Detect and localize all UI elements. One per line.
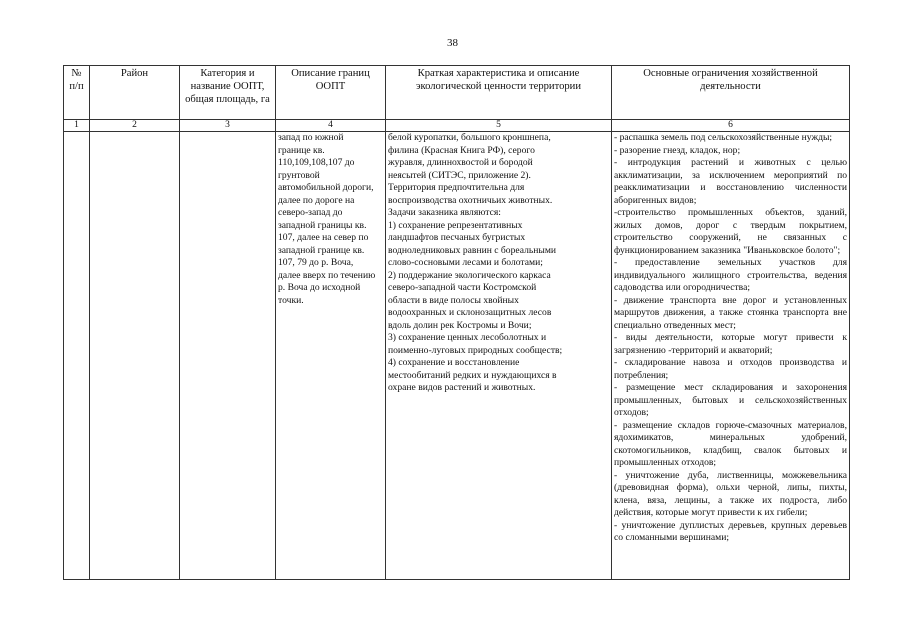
characteristic-line: воспроизводства охотничьих животных.	[388, 194, 553, 206]
border-description-line: 110,109,108,107 до	[278, 157, 355, 168]
page-number: 38	[447, 37, 458, 49]
characteristic-line: области в виде полосы хвойных	[388, 294, 519, 306]
cell-number	[64, 132, 90, 580]
restriction-item: - предоставление земельных участков для индивидуального жилищного строительства, ведения садоводства или огородничества;	[614, 257, 847, 293]
cell-district	[90, 132, 180, 580]
border-description-line: далее по дороге на	[278, 194, 355, 206]
restriction-item: - уничтожение дуплистых деревьев, крупных деревьев со сломанными вершинами;	[614, 519, 847, 543]
characteristic-line: ландшафтов песчаных бугристых	[388, 232, 526, 243]
characteristic-line: филина (Красная Книга РФ), серого	[388, 144, 535, 156]
restriction-item: - размещение мест складирования и захоронения промышленных, бытовых и сельскохозяйственных отходов;	[614, 382, 847, 418]
restriction-item: - интродукция растений и животных с целью акклиматизации, за исключением мероприятий по реакклиматизации и восстановлению численности аборигенных видов;	[614, 157, 847, 206]
border-description-line: 107, 79 до р. Воча,	[278, 257, 354, 268]
restriction-item: - уничтожение дуба, лиственницы, можжевельника (древовидная форма), ольхи черной, липы, пихты, клена, вяза, лещины, а также их подроста, либо действия, которые могут привести к их гибели;	[614, 469, 847, 518]
restriction-item: -строительство промышленных объектов, зданий, жилых домов, дорог с твердым покрытием, строительство сооружений, не связанных с функционированием заказника "Иваньковское болото";	[614, 207, 847, 256]
border-description-line: грунтовой	[278, 169, 320, 181]
characteristic-line: слово-сосновыми лесами и болотами;	[388, 257, 543, 268]
restriction-item: - складирование навоза и отходов производства и потребления;	[614, 357, 847, 381]
characteristic-line: вдоль долин рек Костромы и Вочи;	[388, 319, 532, 331]
characteristic-line: северо-западной части Костромской	[388, 282, 537, 293]
cell-borders	[276, 132, 386, 580]
restriction-item: - движение транспорта вне дорог и установленных маршрутов движения, а также стоянка транспорта вне специально отведенных мест;	[614, 294, 847, 331]
border-description-line: запад по южной	[278, 132, 344, 143]
header-characteristics: Краткая характеристика и описание экологической ценности территории	[386, 66, 612, 120]
header-category-text: Категория и название ООПТ, общая площадь, га	[185, 68, 270, 105]
header-district: Район	[90, 66, 180, 120]
table-header-row	[64, 66, 850, 120]
restriction-item: - разорение гнезд, кладок, нор;	[614, 144, 741, 156]
restriction-item: - виды деятельности, которые могут привести к загрязнению -территорий и акваторий;	[614, 332, 847, 356]
restriction-item: - размещение складов горюче-смазочных материалов, ядохимикатов, минеральных удобрений, скотомогильников, кладбищ, свалок бытовых и промышленных отходов;	[614, 419, 847, 468]
characteristic-line: 2) поддержание экологического каркаса	[388, 269, 551, 281]
characteristic-line: 3) сохранение ценных лесоболотных и	[388, 332, 547, 343]
border-description-line: 107, далее на север по	[278, 232, 369, 243]
border-description-line: автомобильной дороги,	[278, 182, 374, 193]
border-description-line: р. Воча до исходной	[278, 282, 361, 293]
border-description-line: далее вверх по течению	[278, 269, 376, 281]
characteristic-line: охране видов растений и животных.	[388, 382, 536, 393]
restriction-item: - распашка земель под сельскохозяйственные нужды;	[614, 132, 833, 143]
column-number: 4	[276, 120, 386, 132]
header-category	[180, 66, 276, 120]
characteristic-line: белой куропатки, большого кроншнепа,	[388, 132, 551, 143]
column-number: 1	[64, 120, 90, 132]
border-description-line: западной границы кв.	[278, 219, 367, 231]
characteristic-line: поименно-луговых природных сообществ;	[388, 344, 563, 356]
characteristic-line: 4) сохранение и восстановление	[388, 357, 520, 368]
column-number: 3	[180, 120, 276, 132]
header-number: № п/п	[64, 66, 90, 120]
header-restrictions: Основные ограничения хозяйственной деятельности	[612, 66, 850, 120]
characteristic-line: водоохранных и склонозащитных лесов	[388, 307, 552, 318]
characteristic-line: журавля, длиннохвостой и бородой	[388, 157, 533, 168]
column-number: 2	[90, 120, 180, 132]
cell-restrictions	[612, 132, 850, 580]
border-description-line: западной границе кв.	[278, 244, 365, 256]
characteristic-line: Задачи заказника являются:	[388, 207, 501, 218]
characteristic-line: Территория предпочтительна для	[388, 182, 525, 193]
protected-areas-table	[63, 65, 850, 580]
column-number-row	[64, 120, 850, 132]
column-number: 5	[386, 120, 612, 132]
border-description-line: границе кв.	[278, 144, 325, 156]
cell-category	[180, 132, 276, 580]
table-row	[64, 132, 850, 580]
characteristic-line: местообитаний редких и нуждающихся в	[388, 369, 557, 381]
characteristic-line: водноледниковых равнин с бореальными	[388, 244, 557, 256]
characteristic-line: неясытей (СИТЭС, приложение 2).	[388, 169, 531, 181]
cell-characteristics	[386, 132, 612, 580]
header-borders: Описание границ ООПТ	[276, 66, 386, 120]
column-number: 6	[612, 120, 850, 132]
border-description-line: точки.	[278, 294, 304, 306]
characteristic-line: 1) сохранение репрезентативных	[388, 219, 523, 231]
border-description-line: северо-запад до	[278, 207, 343, 218]
